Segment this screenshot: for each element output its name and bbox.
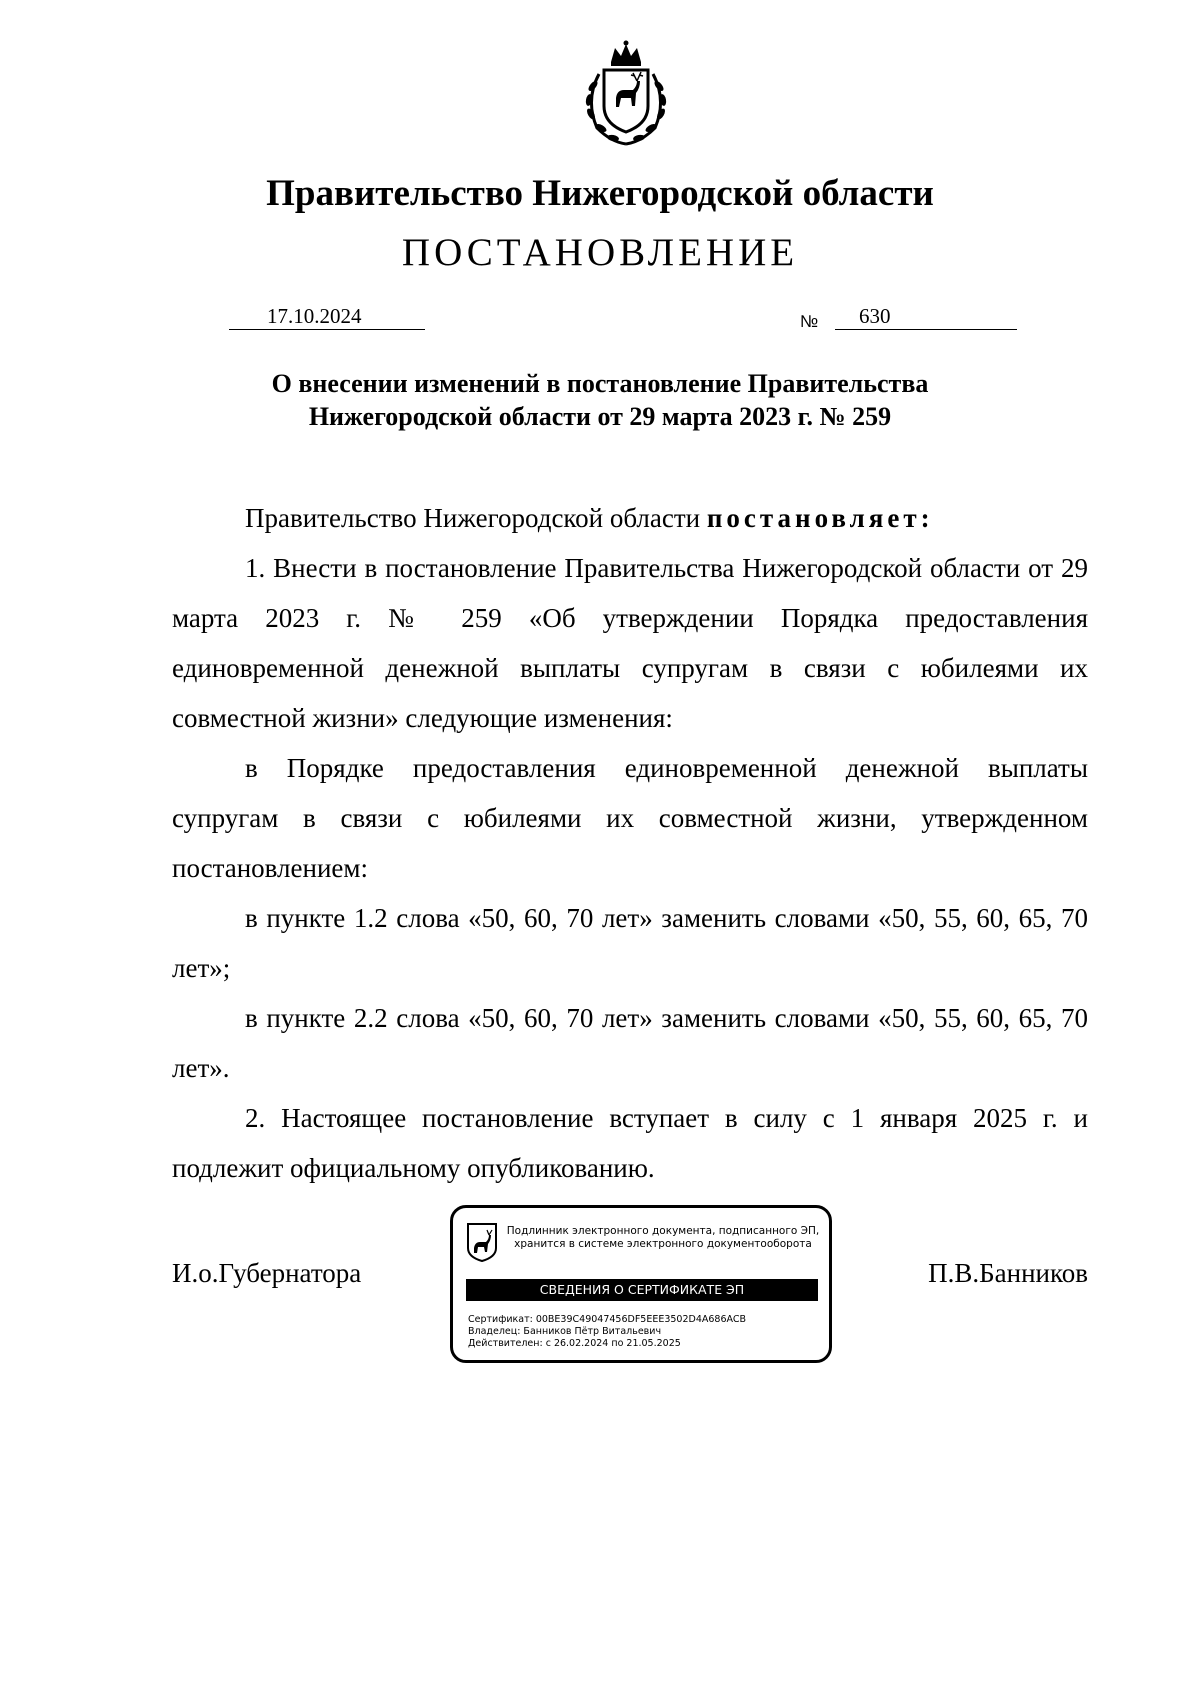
number-label: №	[800, 312, 819, 331]
stamp-title: СВЕДЕНИЯ О СЕРТИФИКАТЕ ЭП	[466, 1279, 818, 1301]
signatory-position: И.о.Губернатора	[172, 1258, 362, 1288]
paragraph-4: в пункте 2.2 слова «50, 60, 70 лет» заменить словами «50, 55, 60, 65, 70 лет».	[172, 1003, 1088, 1083]
preamble-text: Правительство Нижегородской области	[245, 503, 701, 533]
document-subject	[0, 367, 1200, 433]
preamble-verb: постановляет:	[706, 503, 934, 533]
stamp-caption-line-2: хранится в системе электронного документооборота	[514, 1238, 812, 1250]
certificate-info	[468, 1314, 746, 1350]
document-number: 630	[835, 303, 1017, 330]
preamble	[172, 493, 1088, 543]
stamp-caption	[503, 1225, 823, 1251]
certificate-owner: Владелец: Банников Пётр Витальевич	[468, 1326, 662, 1337]
paragraph-3: в пункте 1.2 слова «50, 60, 70 лет» заменить словами «50, 55, 60, 65, 70 лет»;	[172, 903, 1088, 983]
coat-of-arms-icon	[571, 40, 681, 148]
paragraph-1: 1. Внести в постановление Правительства Нижегородской области от 29 марта 2023 г. № 259 «Об утверждении Порядка предоставления единовременной денежной выплаты супругам в связи с юбилеями их совместной жизни» следующие изменения:	[172, 553, 1088, 733]
document-date: 17.10.2024	[229, 303, 425, 330]
paragraph-5: 2. Настоящее постановление вступает в силу с 1 января 2025 г. и подлежит официальному опубликованию.	[172, 1103, 1088, 1183]
stamp-caption-line-1: Подлинник электронного документа, подписанного ЭП,	[506, 1225, 820, 1237]
document-body	[172, 493, 1088, 1193]
certificate-validity: Действителен: с 26.02.2024 по 21.05.2025	[468, 1338, 681, 1349]
subject-line-1: О внесении изменений в постановление Правительства	[271, 369, 929, 398]
deer-emblem-icon	[466, 1222, 498, 1262]
signatory-name: П.В.Банников	[928, 1258, 1088, 1288]
electronic-signature-stamp	[450, 1205, 832, 1363]
document-type: ПОСТАНОВЛЕНИЕ	[401, 231, 799, 274]
organization-title: Правительство Нижегородской области	[266, 173, 934, 214]
certificate-number: Сертификат: 00BE39C49047456DF5EEE3502D4A686ACB	[468, 1314, 746, 1325]
paragraph-2: в Порядке предоставления единовременной денежной выплаты супругам в связи с юбилеями их совместной жизни, утвержденном постановлением:	[172, 753, 1088, 883]
subject-line-2: Нижегородской области от 29 марта 2023 г. № 259	[308, 402, 892, 431]
